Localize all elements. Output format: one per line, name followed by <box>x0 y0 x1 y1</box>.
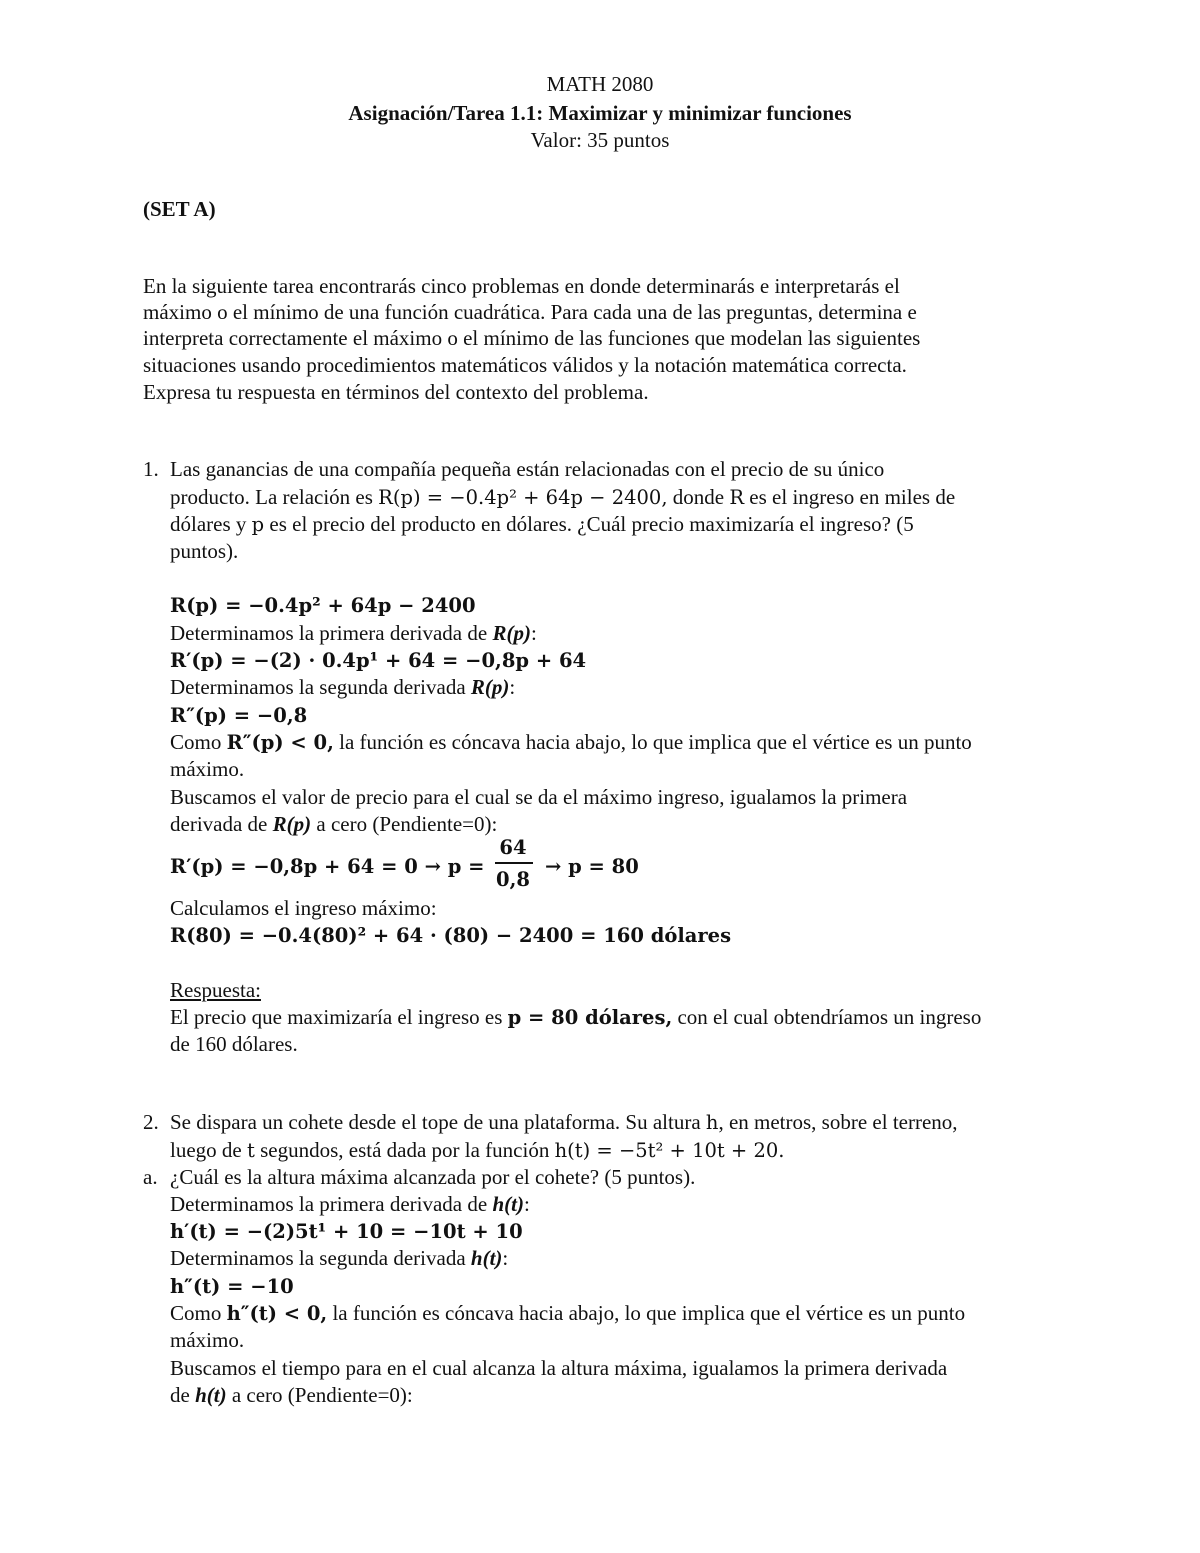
fraction-numerator: 64 <box>499 836 527 859</box>
fraction-bar <box>495 862 533 864</box>
equation: R″(p) = −0,8 <box>170 704 308 727</box>
question-line: dólares y p es el precio del producto en dólares. ¿Cuál precio maximizaría el ingreso? (5 <box>170 512 914 536</box>
revenue-function: R(p) = −0.4p² + 64p − 2400, <box>378 486 668 509</box>
answer-label: Respuesta: <box>170 978 261 1002</box>
answer-text: El precio que maximizaría el ingreso es p = 80 dólares, con el cual obtendríamos un ingreso <box>170 1005 982 1029</box>
problem-number: 1. <box>143 457 159 481</box>
intro-line: En la siguiente tarea encontrarás cinco problemas en donde determinarás e interpretarás el <box>143 274 900 298</box>
equation: h″(t) = −10 <box>170 1275 294 1298</box>
equation: R(p) = −0.4p² + 64p − 2400 <box>170 594 476 617</box>
equation: h′(t) = −(2)5t¹ + 10 = −10t + 10 <box>170 1220 523 1243</box>
question-line: puntos). <box>170 539 239 563</box>
intro-line: interpreta correctamente el máximo o el mínimo de las funciones que modelan las siguientes <box>143 326 921 350</box>
step-text: Como h″(t) < 0, la función es cóncava hacia abajo, lo que implica que el vértice es un punto <box>170 1301 966 1325</box>
step-text: Calculamos el ingreso máximo: <box>170 896 437 920</box>
equation: → p = 80 <box>545 855 639 878</box>
fraction-denominator: 0,8 <box>496 868 530 891</box>
step-text: Buscamos el valor de precio para el cual se da el máximo ingreso, igualamos la primera <box>170 785 908 809</box>
intro-line: Expresa tu respuesta en términos del contexto del problema. <box>143 380 649 404</box>
step-text: Determinamos la primera derivada de R(p): <box>170 621 537 645</box>
intro-line: máximo o el mínimo de una función cuadrática. Para cada una de las preguntas, determina e <box>143 300 917 324</box>
course-code: MATH 2080 <box>546 72 654 96</box>
step-text: Buscamos el tiempo para en el cual alcanza la altura máxima, igualamos la primera derivada <box>170 1356 948 1380</box>
question-line: luego de t segundos, está dada por la función h(t) = −5t² + 10t + 20. <box>170 1138 785 1162</box>
answer-text: de 160 dólares. <box>170 1032 298 1056</box>
question-line: Se dispara un cohete desde el tope de una plataforma. Su altura h, en metros, sobre el terreno, <box>170 1110 958 1134</box>
equation: R′(p) = −(2) · 0.4p¹ + 64 = −0,8p + 64 <box>170 649 587 672</box>
assignment-value: Valor: 35 puntos <box>530 128 670 152</box>
step-text: derivada de R(p) a cero (Pendiente=0): <box>170 812 498 836</box>
question-line: Las ganancias de una compañía pequeña están relacionadas con el precio de su único <box>170 457 885 481</box>
step-text: Determinamos la segunda derivada R(p): <box>170 675 516 699</box>
question-line: producto. La relación es R(p) = −0.4p² + 64p − 2400, donde R es el ingreso en miles de <box>170 485 956 509</box>
step-text: Como R″(p) < 0, la función es cóncava hacia abajo, lo que implica que el vértice es un punto <box>170 730 972 754</box>
set-label: (SET A) <box>143 197 216 221</box>
question-line: ¿Cuál es la altura máxima alcanzada por el cohete? (5 puntos). <box>170 1165 696 1189</box>
equation: R(80) = −0.4(80)² + 64 · (80) − 2400 = 160 dólares <box>170 924 732 947</box>
intro-line: situaciones usando procedimientos matemáticos válidos y la notación matemática correcta. <box>143 353 907 377</box>
assignment-title: Asignación/Tarea 1.1: Maximizar y minimizar funciones <box>348 101 852 125</box>
equation: R′(p) = −0,8p + 64 = 0 → p = <box>170 855 485 878</box>
step-text: Determinamos la segunda derivada h(t): <box>170 1246 509 1270</box>
step-text: máximo. <box>170 1328 245 1352</box>
step-text: Determinamos la primera derivada de h(t): <box>170 1192 530 1216</box>
height-function: h(t) = −5t² + 10t + 20. <box>554 1139 785 1162</box>
step-text: máximo. <box>170 757 245 781</box>
step-text: de h(t) a cero (Pendiente=0): <box>170 1383 413 1407</box>
problem-number: 2. <box>143 1110 159 1134</box>
part-label: a. <box>143 1165 158 1189</box>
